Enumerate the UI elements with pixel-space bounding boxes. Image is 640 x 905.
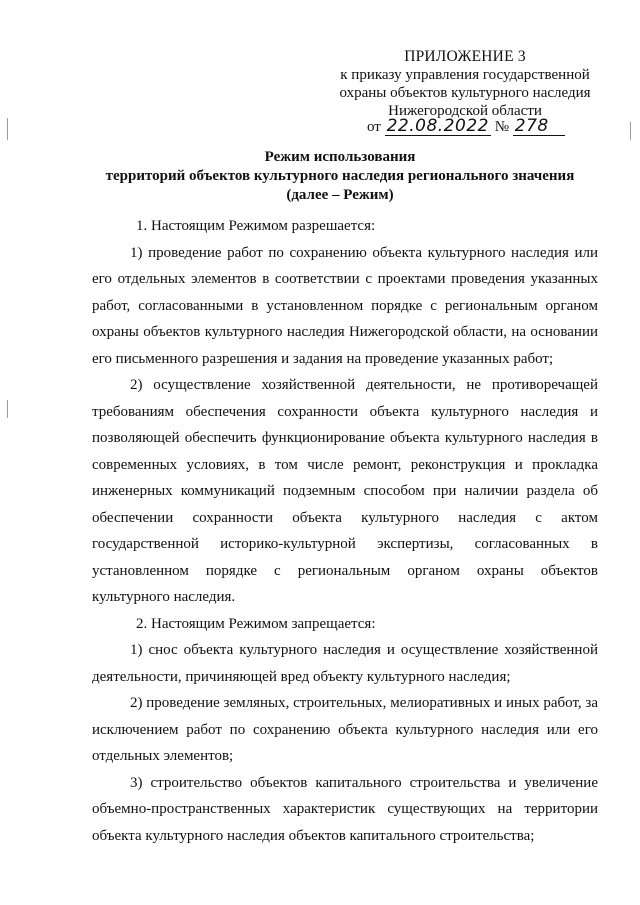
- date-prefix: от: [367, 119, 381, 135]
- number-sign: №: [494, 119, 510, 135]
- paragraph-1: 1. Настоящим Режимом разрешается:: [136, 218, 376, 234]
- paragraph-3: 2) осуществление хозяйственной деятельности, не противоречащей требованиям обеспечения сохранности объекта культурного наследия и позволяющей обеспечить функционирование объекта культурного наследия в современных условиях, в том числе ремонт, реконструкция и прокладка инженерных коммуникаций подземным способом при наличии раздела об обеспечении сохранности объекта культурного наследия с актом государственной историко-культурной экспертизы, согласованных в установленном порядке с региональным органом охраны объектов культурного наследия.: [92, 377, 598, 605]
- paragraph-4: 2. Настоящим Режимом запрещается:: [136, 615, 376, 632]
- appendix-line-1: к приказу управления государственной: [340, 67, 590, 83]
- scan-edge-mark-left-lower: [7, 400, 8, 418]
- paragraph-6: 2) проведение земляных, строительных, мелиоративных и иных работ, за исключением работ по сохранению объекта культурного наследия или его отдельных элементов;: [92, 695, 598, 764]
- document-heading: [60, 148, 620, 205]
- heading-line-2: территорий объектов культурного наследия регионального значения: [105, 168, 575, 184]
- appendix-line-2: охраны объектов культурного наследия: [339, 85, 591, 101]
- paragraph-2: 1) проведение работ по сохранению объекта культурного наследия или его отдельных элементов в соответствии с проектами проведения указанных работ, согласованными в установленном порядке с региональным органом охраны объектов культурного наследия Нижегородской области, на основании его письменного разрешения и задания на проведение указанных работ;: [92, 244, 598, 367]
- handwritten-number: 278: [513, 117, 565, 136]
- appendix-line-3: Нижегородской области: [388, 103, 542, 119]
- heading-line-3: (далее – Режим): [286, 187, 394, 203]
- heading-line-1: Режим использования: [264, 149, 416, 165]
- order-date-line: [367, 117, 565, 137]
- scan-edge-mark-right: [630, 122, 631, 140]
- paragraph-7: 3) строительство объектов капитального строительства и увеличение объемно-пространственных характеристик существующих на территории объекта культурного наследия объектов капитального строительства;: [92, 774, 598, 844]
- paragraph-5: 1) снос объекта культурного наследия и осуществление хозяйственной деятельности, причиняющей вред объекту культурного наследия;: [92, 642, 598, 685]
- scan-edge-mark-left: [7, 118, 8, 140]
- appendix-title: ПРИЛОЖЕНИЕ 3: [404, 48, 526, 65]
- appendix-block: [330, 48, 600, 120]
- document-body: [92, 213, 598, 849]
- handwritten-date: 22.08.2022: [386, 116, 489, 136]
